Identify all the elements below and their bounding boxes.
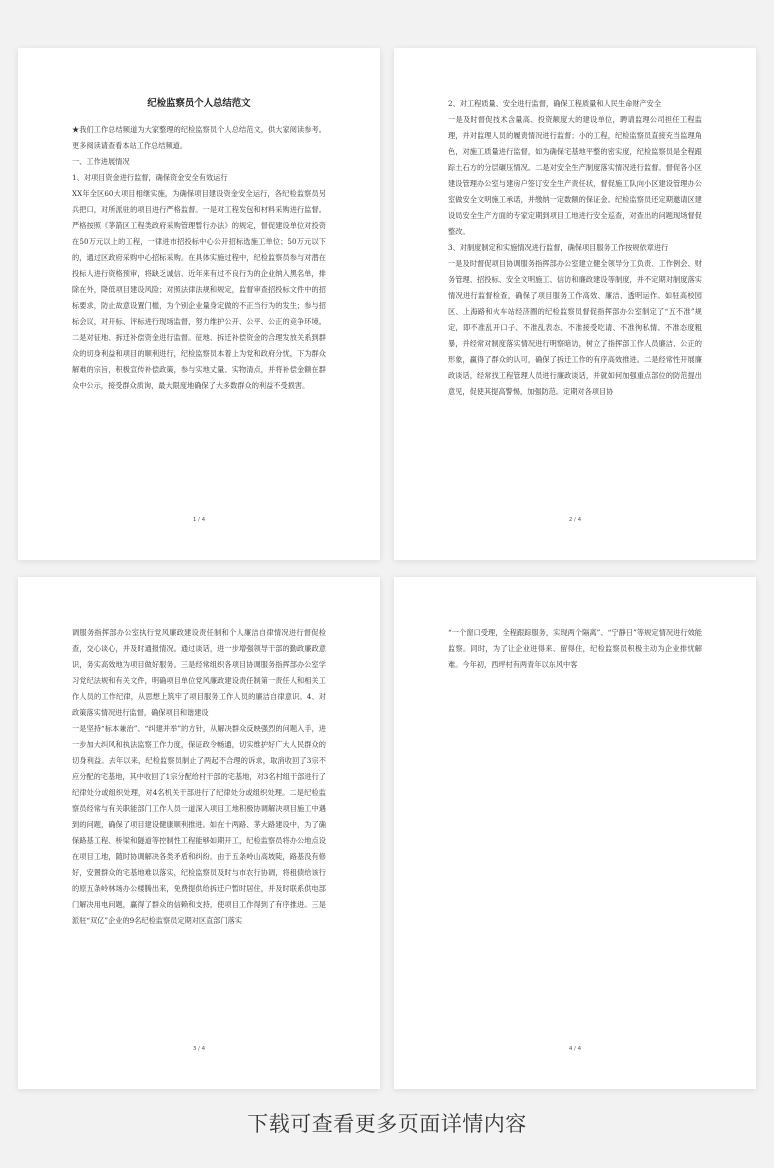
section-heading: 一、工作进展情况 bbox=[72, 157, 130, 166]
page-number: 4 / 4 bbox=[568, 1046, 582, 1052]
subsection-heading: 1、对项目资金进行监督，确保资金安全有效运行 bbox=[72, 173, 228, 182]
paragraph: ★我们工作总结频道为大家整理的纪检监察员个人总结范文，供大家阅读参考。更多阅读请查看本站工作总结频道。 bbox=[72, 125, 326, 150]
page-number: 1 / 4 bbox=[192, 517, 206, 523]
download-more-prompt[interactable]: 下载可查看更多页面详情内容 bbox=[247, 1112, 527, 1136]
paragraph: 调服务指挥部办公室执行党风廉政建设责任制和个人廉洁自律情况进行督促检查，交心谈心，并及时通报情况。通过谈话，进一步增强领导干部的勤政廉政意识，务实高效地为项目做好服务。三是经常组织各项目协调服务指挥部办公室学习党纪法规和有关文件，明确项目单位党风廉政建设责任制第一责任人和相关工作人员的工作纪律，从思想上筑牢了项目服务工作人员的廉洁自律意识。4、对政策落实情况进行监督，确保项目和谐建设 bbox=[72, 628, 326, 717]
page-content bbox=[448, 625, 702, 673]
document-page-3 bbox=[18, 577, 380, 1089]
paragraph: XX年全区60大项目相继实施，为确保项目建设资金安全运行，各纪检监察员另兵把口，对所派驻的项目进行严格监督。一是对工程发包和材料采购进行监督。严格按照《茅箭区工程类政府采购管理暂行办法》的规定，督促建设单位对投资在50万元以上的工程，一律进市招投标中心公开招标选施工单位；50万元以下的，通过区政府采购中心招标采购。在具体实施过程中，纪检监察员参与对潜在投标人进行资格预审，将缺乏诚信、近年来有过不良行为的企业纳入黑名单，排除在外，降低项目建设风险；对照法律法规和规定，监督审查招投标文件中的招标要求，防止故意设置门槛，为个别企业量身定做的不正当行为的发生；参与招标会议，对开标、评标进行现场监督，努力维护公开、公平、公正的竞争环境。二是对征地、拆迁补偿资金进行监督。征地、拆迁补偿资金的合理发放关系到群众的切身利益和项目的顺利进行，纪检监察员本着上为党和政府分忧，下为群众解难的宗旨，积极宣传补偿政策，参与实地丈量、实物清点，并将补偿金额在群众中公示，接受群众质询，最大限度地确保了大多数群众的利益不受损害。 bbox=[72, 189, 326, 390]
page-number: 3 / 4 bbox=[192, 1046, 206, 1052]
paragraph: 一是及时督促技术含量高、投资额度大的建设单位，聘请监理公司担任工程监理，并对监理人员的履责情况进行监督；小的工程，纪检监察员直接充当监理角色，对施工质量进行监督，如为确保宅基地平整的密实度，纪检监察员是全程跟踪土石方的分层碾压情况。二是对安全生产制度落实情况进行监督。督促各小区建设管理办公室与建房户签订安全生产责任状，督促施工队向小区建设管理办公室做安全文明施工承诺，并缴纳一定数额的保证金。纪检监察员还定期邀请区建设局安全生产方面的专家定期到项目工地进行安全巡查，对查出的问题现场督促整改。 bbox=[448, 115, 702, 236]
page-number: 2 / 4 bbox=[568, 517, 582, 523]
paragraph: 一是及时督促项目协调服务指挥部办公室建立健全领导分工负责、工作例会、财务管理、招投标、安全文明施工、信访和廉政建设等制度，并不定期对制度落实情况进行监督检查，确保了项目服务工作高效、廉洁、透明运作。如驻高校园区、上海路和火车站经济圈的纪检监察员督促指挥部办公室制定了“五不准”规定，即不准乱开口子、不准乱表态、不准接受吃请、不准徇私情、不准态度粗暴，并经常对制度落实情况进行明察暗访，树立了指挥部工作人员廉洁、公正的形象，赢得了群众的认可，确保了拆迁工作的有序高效推进。二是经常性开展廉政谈话，经常找工程管理人员进行廉政谈话，并就如何加强重点部位的防范提出意见，促使其提高警惕，加强防范。定期对各项目协 bbox=[448, 259, 702, 396]
document-title: 纪检监察员个人总结范文 bbox=[147, 98, 251, 109]
subsection-heading: 2、对工程质量、安全进行监督，确保工程质量和人民生命财产安全 bbox=[448, 99, 662, 108]
page-content bbox=[448, 96, 702, 400]
page-content bbox=[72, 625, 326, 929]
paragraph: “一个窗口受理，全程跟踪服务，实现两个隔离”、“宁静日”等规定情况进行效能监察。同时，为了让企业进得来、留得住，纪检监察员积极主动为企业排忧解难。今年初，西坪村有两青年以东风中客 bbox=[448, 628, 702, 669]
subsection-heading: 3、对制度制定和实施情况进行监督，确保项目服务工作按规依章进行 bbox=[448, 243, 669, 252]
document-page-1 bbox=[18, 48, 380, 560]
page-content bbox=[72, 96, 326, 394]
document-page-2 bbox=[394, 48, 756, 560]
paragraph: 一是坚持“标本兼治”、“纠建并举”的方针，从解决群众反映强烈的问题入手，进一步加大纠风和执法监察工作力度，保证政令畅通，切实维护好广大人民群众的切身利益。去年以来，纪检监察员制止了两起不合理的诉求，取消收回了3宗不应分配的宅基地，其中收回了1宗分配给村干部的宅基地，对3名村组干部进行了纪律处分或组织处理，对4名机关干部进行了纪律处分或组织处理。二是纪检监察员经常与有关职能部门工作人员一道深入项目工地积极协调解决项目施工中遇到的问题，确保了项目建设健康顺利推进。如在十两路、茅大路建设中，为了确保路基工程、桥梁和隧道等控制性工程能够如期开工，纪检监察员将办公地点设在项目工地，随时协调解决各类矛盾和纠纷。由于五条岭山高坡陡，路基没有修好，安置群众的宅基地难以落实，纪检监察员及时与市农行协调，将租债给该行的原五条岭林场办公楼腾出来，免费提供给拆迁户暂时居住，并及时联系供电部门解决用电问题，赢得了群众的信赖和支持，使项目工作得到了有序推进。三是派驻“双亿”企业的9名纪检监察员定期对区直部门落实 bbox=[72, 724, 326, 925]
document-page-4 bbox=[394, 577, 756, 1089]
